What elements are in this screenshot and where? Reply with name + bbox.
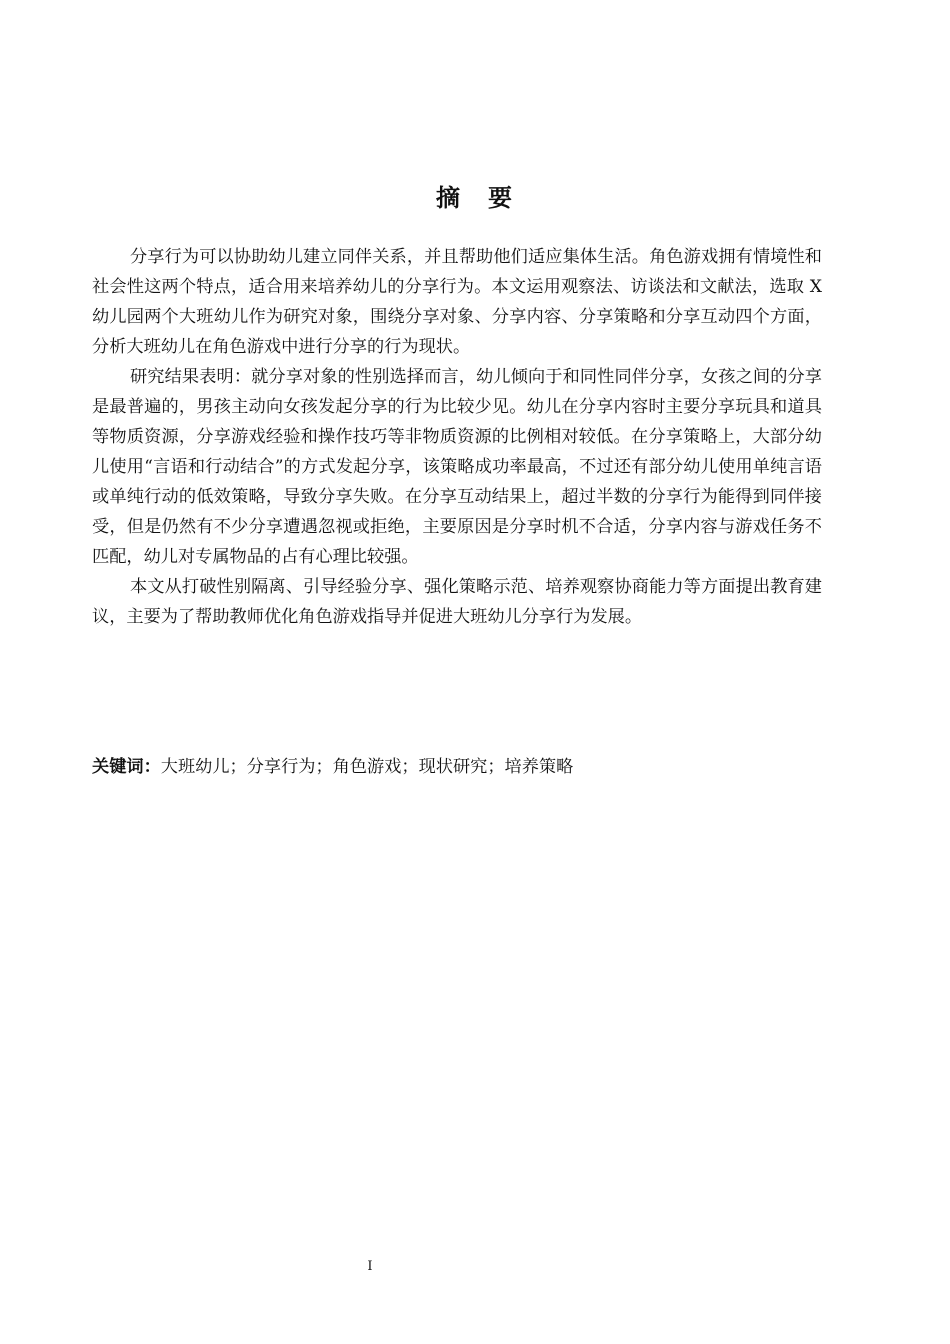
keywords-label: 关键词： <box>92 757 161 777</box>
keywords-text: 大班幼儿；分享行为；角色游戏；现状研究；培养策略 <box>160 757 574 777</box>
abstract-paragraph-2: 研究结果表明：就分享对象的性别选择而言，幼儿倾向于和同性同伴分享，女孩之间的分享是最普遍的，男孩主动向女孩发起分享的行为比较少见。幼儿在分享内容时主要分享玩具和道具等物质资源，分享游戏经验和操作技巧等非物质资源的比例相对较低。在分享策略上，大部分幼儿使用“言语和行动结合”的方式发起分享，该策略成功率最高，不过还有部分幼儿使用单纯言语或单纯行动的低效策略，导致分享失败。在分享互动结果上，超过半数的分享行为能得到同伴接受，但是仍然有不少分享遭遇忽视或拒绝，主要原因是分享时机不合适，分享内容与游戏任务不匹配，幼儿对专属物品的占有心理比较强。 <box>92 367 822 567</box>
abstract-paragraph-3: 本文从打破性别隔离、引导经验分享、强化策略示范、培养观察协商能力等方面提出教育建议，主要为了帮助教师优化角色游戏指导并促进大班幼儿分享行为发展。 <box>92 577 822 627</box>
keywords-line <box>92 752 852 782</box>
abstract-body <box>92 242 822 632</box>
abstract-paragraph-1: 分享行为可以协助幼儿建立同伴关系，并且帮助他们适应集体生活。角色游戏拥有情境性和社会性这两个特点，适合用来培养幼儿的分享行为。本文运用观察法、访谈法和文献法，选取 X 幼儿园两个大班幼儿作为研究对象，围绕分享对象、分享内容、分享策略和分享互动四个方面，分析大班幼儿在角色游戏中进行分享的行为现状。 <box>92 247 822 357</box>
page-number: I <box>367 1259 373 1274</box>
abstract-title: 摘 要 <box>436 184 514 212</box>
